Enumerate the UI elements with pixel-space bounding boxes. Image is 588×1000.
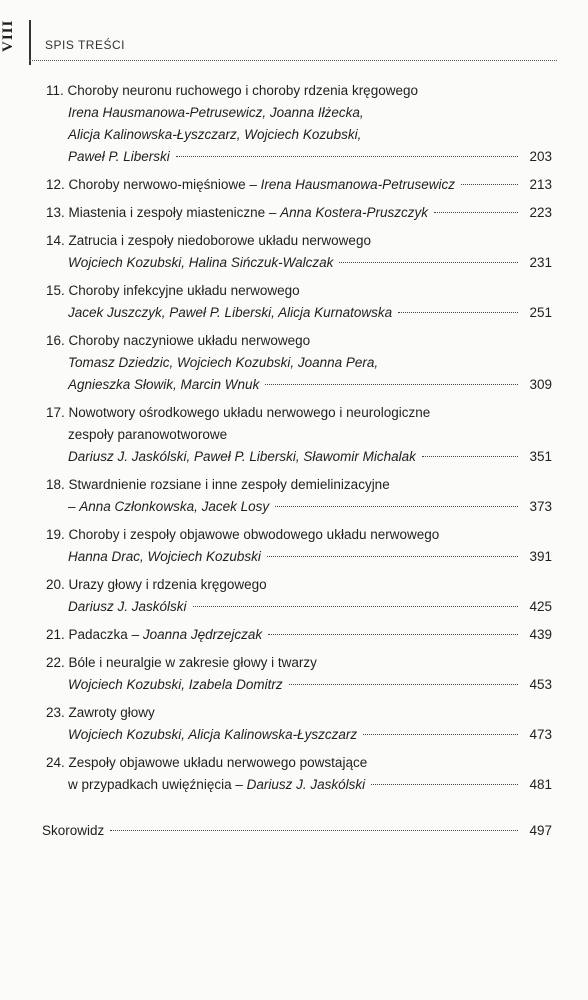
- toc-entry-number: 19.: [46, 527, 69, 542]
- toc-entry-line: [46, 302, 552, 324]
- toc-entry-authors: Wojciech Kozubski, Izabela Domitrz: [68, 677, 283, 692]
- toc-entry-authors: Irena Hausmanowa-Petrusewicz, Joanna Iłżecka,: [68, 105, 364, 120]
- toc-entry-page: 425: [529, 599, 552, 614]
- dot-leader: [461, 184, 518, 185]
- toc-entry-line: [46, 574, 552, 596]
- toc-entry-number: 20.: [46, 577, 69, 592]
- toc-entry-text: [46, 655, 317, 670]
- toc-entry-line: [46, 330, 552, 352]
- toc-entry-line: [46, 402, 552, 424]
- toc-entry-line: [46, 102, 552, 124]
- toc-entry-text: [46, 83, 418, 98]
- toc-entry-title: Urazy głowy i rdzenia kręgowego: [68, 577, 267, 592]
- toc-entry-text: [46, 477, 390, 492]
- toc-entry-line: [46, 474, 552, 496]
- toc-entry[interactable]: [46, 652, 552, 696]
- toc-entry-text: [46, 202, 428, 224]
- toc-entry-text: [46, 496, 269, 518]
- toc-entry-text: [46, 674, 283, 696]
- toc-entry-title: Zespoły objawowe układu nerwowego powstające: [68, 755, 368, 770]
- toc-entry-number: 17.: [46, 405, 69, 420]
- toc-entry-page: 231: [529, 255, 552, 270]
- toc-entry-title: Zawroty głowy: [68, 705, 155, 720]
- toc-entry-number: 11.: [46, 83, 68, 98]
- toc-entry-text: [46, 105, 364, 120]
- toc-entry-authors: Agnieszka Słowik, Marcin Wnuk: [68, 377, 260, 392]
- section-title: SPIS TREŚCI: [45, 38, 125, 52]
- toc-entry-authors: Hanna Drac, Wojciech Kozubski: [68, 549, 261, 564]
- toc-entry-line: [46, 546, 552, 568]
- toc-entry-authors: Anna Członkowska, Jacek Losy: [79, 499, 270, 514]
- dot-leader: [422, 456, 518, 457]
- toc-entry-number: 16.: [46, 333, 69, 348]
- toc-entry-text: [46, 546, 261, 568]
- toc-entry-line: [46, 352, 552, 374]
- toc-entry-authors: Dariusz J. Jaskólski, Paweł P. Liberski, Sławomir Michalak: [68, 449, 416, 464]
- dot-leader: [268, 634, 518, 635]
- toc-entry-line: [46, 374, 552, 396]
- toc-entry-page: 453: [529, 677, 552, 692]
- toc-entry-number: 24.: [46, 755, 69, 770]
- toc-entry-text: [46, 624, 262, 646]
- toc-entry-authors: Wojciech Kozubski, Halina Sińczuk-Walczak: [68, 255, 334, 270]
- toc-entry[interactable]: [46, 80, 552, 168]
- toc-entry[interactable]: [46, 330, 552, 396]
- toc-entry-line: [46, 596, 552, 618]
- header-vertical-rule: [29, 20, 31, 65]
- toc-entry-title: Padaczka –: [68, 627, 143, 642]
- toc-entry-authors: Wojciech Kozubski, Alicja Kalinowska-Łyszczarz: [68, 727, 358, 742]
- toc-entry-text: [46, 724, 357, 746]
- toc-entry-number: 22.: [46, 655, 69, 670]
- toc-entry-text: [46, 446, 416, 468]
- toc-entry-number: 21.: [46, 627, 69, 642]
- toc-entry-text: [46, 127, 361, 142]
- toc-entry-number: 18.: [46, 477, 69, 492]
- toc-entry-title: Zatrucia i zespoły niedoborowe układu nerwowego: [68, 233, 371, 248]
- toc-entry[interactable]: [46, 624, 552, 646]
- toc-entry-line: [46, 80, 552, 102]
- toc-entry-text: [46, 596, 187, 618]
- toc-entry-line: [46, 674, 552, 696]
- toc-entry-text: [46, 355, 378, 370]
- toc-entry-text: [46, 577, 267, 592]
- toc-entry-page: 481: [529, 777, 552, 792]
- toc-entry-page: 309: [529, 377, 552, 392]
- toc-entry-title: Choroby neuronu ruchowego i choroby rdzenia kręgowego: [67, 83, 418, 98]
- dot-leader: [110, 830, 518, 831]
- toc-entry-line: [46, 724, 552, 746]
- toc-entry-text: [46, 774, 365, 796]
- page-header: [0, 20, 588, 70]
- dot-leader: [275, 506, 518, 507]
- toc-entry-text: [46, 527, 439, 542]
- page-number-roman: VIII: [0, 19, 16, 52]
- table-of-contents: [42, 80, 552, 842]
- toc-entry-line: [46, 424, 552, 446]
- toc-entry-title: Choroby naczyniowe układu nerwowego: [68, 333, 311, 348]
- toc-entry-authors: Jacek Juszczyk, Paweł P. Liberski, Alicja Kurnatowska: [68, 305, 393, 320]
- toc-index-page: 497: [529, 823, 552, 838]
- toc-entry-authors: Tomasz Dziedzic, Wojciech Kozubski, Joanna Pera,: [68, 355, 379, 370]
- toc-entry-title: Choroby i zespoły objawowe obwodowego układu nerwowego: [68, 527, 440, 542]
- toc-entry-page: 473: [529, 727, 552, 742]
- toc-entry-title: Miastenia i zespoły miasteniczne –: [68, 205, 281, 220]
- toc-entry-line: [46, 496, 552, 518]
- toc-entry-page: 251: [529, 305, 552, 320]
- toc-entry-text: [46, 174, 455, 196]
- toc-entry[interactable]: [46, 574, 552, 618]
- dot-leader: [434, 212, 518, 213]
- toc-entry-title: Bóle i neuralgie w zakresie głowy i twarzy: [68, 655, 317, 670]
- toc-entry-line: [46, 524, 552, 546]
- toc-entry[interactable]: [46, 474, 552, 518]
- toc-entry-number: 14.: [46, 233, 69, 248]
- toc-entry-line: [46, 446, 552, 468]
- toc-entry-authors: Alicja Kalinowska-Łyszczarz, Wojciech Kozubski,: [68, 127, 362, 142]
- toc-entry-text: [46, 252, 333, 274]
- toc-entry[interactable]: [46, 752, 552, 796]
- toc-entry-page: 351: [529, 449, 552, 464]
- toc-entry-page: 213: [529, 177, 552, 192]
- toc-entry-line: [46, 652, 552, 674]
- dot-leader: [193, 606, 518, 607]
- toc-index-entry[interactable]: [42, 820, 552, 842]
- toc-entry-number: 13.: [46, 205, 69, 220]
- toc-entry[interactable]: [46, 230, 552, 274]
- toc-entry-line: [46, 624, 552, 646]
- dot-leader: [289, 684, 518, 685]
- toc-entry-line: [46, 202, 552, 224]
- toc-entry[interactable]: [46, 702, 552, 746]
- toc-entry-line: [46, 146, 552, 168]
- toc-entry-text: [46, 302, 392, 324]
- toc-entry-text: [46, 705, 155, 720]
- toc-entry-text: [46, 283, 300, 298]
- toc-entry-text: [46, 146, 170, 168]
- toc-entry-page: 391: [529, 549, 552, 564]
- dot-leader: [398, 312, 518, 313]
- toc-entry-authors: Irena Hausmanowa-Petrusewicz: [260, 177, 455, 192]
- toc-entry-line: [46, 774, 552, 796]
- toc-entry-page: 373: [529, 499, 552, 514]
- toc-entry-page: 223: [529, 205, 552, 220]
- toc-entry-text: [46, 233, 371, 248]
- dot-leader: [339, 262, 518, 263]
- toc-entry-title: Choroby nerwowo-mięśniowe –: [68, 177, 261, 192]
- toc-entry-title: w przypadkach uwięźnięcia –: [68, 777, 247, 792]
- toc-entry-line: [46, 280, 552, 302]
- toc-entry-page: 203: [529, 149, 552, 164]
- toc-entry[interactable]: [46, 402, 552, 468]
- toc-entry-number: 15.: [46, 283, 69, 298]
- toc-entry-authors: Dariusz J. Jaskólski: [246, 777, 366, 792]
- dot-leader: [267, 556, 518, 557]
- toc-entry-line: [46, 124, 552, 146]
- toc-entry-authors: Dariusz J. Jaskólski: [68, 599, 187, 614]
- toc-entry-line: [46, 230, 552, 252]
- toc-entry-number: 23.: [46, 705, 69, 720]
- toc-index-label: Skorowidz: [42, 823, 105, 838]
- toc-entry-number: 12.: [46, 177, 69, 192]
- toc-entry-title: Nowotwory ośrodkowego układu nerwowego i neurologiczne: [68, 405, 431, 420]
- toc-entry-title: zespoły paranowotworowe: [68, 427, 228, 442]
- toc-entry[interactable]: [46, 202, 552, 224]
- dot-leader: [371, 784, 518, 785]
- toc-entry-text: [46, 374, 259, 396]
- dot-leader: [176, 156, 518, 157]
- header-dotted-rule: [29, 60, 557, 61]
- toc-entry-text: [46, 333, 310, 348]
- toc-entry-text: [46, 405, 430, 420]
- toc-entry-authors: Paweł P. Liberski: [68, 149, 170, 164]
- toc-entry-title: Choroby infekcyjne układu nerwowego: [68, 283, 300, 298]
- toc-entry-title: –: [68, 499, 80, 514]
- toc-entry-page: 439: [529, 627, 552, 642]
- dot-leader: [265, 384, 518, 385]
- toc-entry-authors: Joanna Jędrzejczak: [142, 627, 263, 642]
- toc-entry-authors: Anna Kostera-Pruszczyk: [280, 205, 428, 220]
- toc-entry-line: [46, 752, 552, 774]
- toc-entry-text: [46, 755, 367, 770]
- toc-entry[interactable]: [46, 280, 552, 324]
- toc-entry-line: [46, 174, 552, 196]
- toc-entry[interactable]: [46, 524, 552, 568]
- dot-leader: [363, 734, 518, 735]
- toc-entry-text: [46, 427, 227, 442]
- toc-entry-line: [46, 252, 552, 274]
- toc-entry-title: Stwardnienie rozsiane i inne zespoły demielinizacyjne: [68, 477, 390, 492]
- toc-entry-line: [46, 702, 552, 724]
- toc-entry[interactable]: [46, 174, 552, 196]
